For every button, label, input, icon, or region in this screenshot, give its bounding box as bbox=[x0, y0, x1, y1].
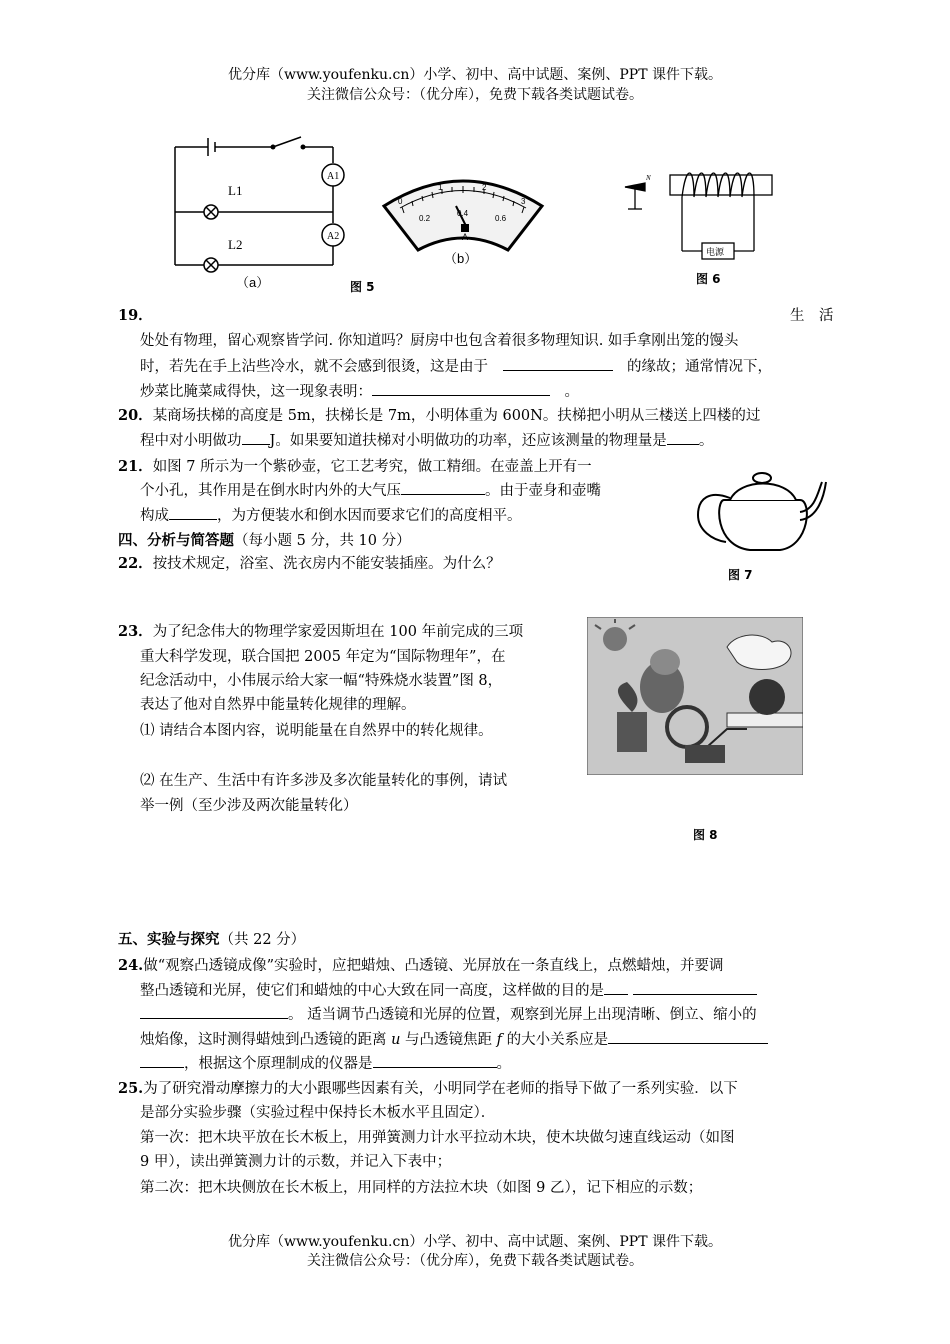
q21-blank1[interactable] bbox=[401, 480, 485, 495]
q24-line1: 24.做“观察凸透镜成像”实验时，应把蜡烛、凸透镜、光屏放在一条直线上，点燃蜡烛，并要调 bbox=[118, 957, 724, 974]
q24-blank2a[interactable] bbox=[608, 1029, 768, 1044]
dial-bottom-1: 0.2 bbox=[419, 214, 431, 223]
q21-line1: 21．如图 7 所示为一个紫砂壶，它工艺考究，做工精细。在壶盖上开有一 bbox=[118, 458, 592, 475]
q23-line4: 表达了他对自然界中能量转化规律的理解。 bbox=[140, 697, 416, 713]
q19-line1: 处处有物理，留心观察皆学问. 你知道吗？厨房中也包含着很多物理知识. 如手拿刚出笼的馒头 bbox=[140, 333, 739, 349]
fig5a-label: （a） bbox=[236, 275, 270, 290]
a2-label: A2 bbox=[327, 231, 340, 242]
page-header-line2: 关注微信公众号：（优分库），免费下载各类试题试卷。 bbox=[307, 87, 643, 103]
plant-pot-icon bbox=[617, 712, 647, 752]
q25-line3: 第一次：把木块平放在长木板上，用弹簧测力计水平拉动木块，使木块做匀速直线运动（如图 bbox=[140, 1130, 735, 1146]
q20-line2: 程中对小明做功 J。如果要知道扶梯对小明做功的功率，还应该测量的物理量是 。 bbox=[140, 430, 713, 452]
q24-line5: ，根据这个原理制成的仪器是 。 bbox=[140, 1053, 511, 1075]
q23-line3: 纪念活动中，小伟展示给大家一幅“特殊烧水装置”图 8， bbox=[140, 673, 503, 689]
q24-line3: 。 适当调节凸透镜和光屏的位置，观察到光屏上出现清晰、倒立、缩小的 bbox=[140, 1004, 757, 1026]
power-label: 电源 bbox=[706, 248, 725, 258]
q25-line1: 25.为了研究滑动摩擦力的大小跟哪些因素有关，小明同学在老师的指导下做了一系列实验．以下 bbox=[118, 1080, 738, 1097]
q25-line2: 是部分实验步骤（实验过程中保持长木板水平且固定）． bbox=[140, 1105, 496, 1121]
q21-line3: 构成 ，为方便装水和倒水因而要求它们的高度相平。 bbox=[140, 505, 522, 527]
section4-heading: 四、分析与简答题（每小题 5 分，共 10 分） bbox=[118, 532, 411, 549]
ammeter-dial-figure bbox=[378, 168, 548, 266]
q20-blank1[interactable] bbox=[242, 430, 270, 445]
q24-blank3[interactable] bbox=[373, 1053, 497, 1068]
q24-line4: 烛焰像，这时测得蜡烛到凸透镜的距离 u 与凸透镜焦距 f 的大小关系应是 bbox=[140, 1029, 768, 1051]
q24-blank1b[interactable] bbox=[633, 980, 757, 995]
page-header-line1: 优分库（www.youfenku.cn）小学、初中、高中试题、案例、PPT 课件下载。 bbox=[227, 67, 722, 83]
q21-blank2[interactable] bbox=[169, 505, 217, 520]
cartoon-figure bbox=[587, 617, 803, 775]
q23-line1: 23．为了纪念伟大的物理学家爱因斯坦在 100 年前完成的三项 bbox=[118, 623, 524, 640]
q24-blank1a[interactable] bbox=[604, 980, 628, 995]
dial-bottom-2: 0.4 bbox=[457, 209, 469, 218]
q19-tail: 生 活 bbox=[790, 308, 834, 324]
figure6-caption: 图 6 bbox=[696, 272, 721, 286]
dial-top-1: 1 bbox=[438, 183, 443, 192]
q20-line1: 20．某商场扶梯的高度是 5m，扶梯长是 7m，小明体重为 600N。扶梯把小明从三楼送上四楼的过 bbox=[118, 407, 761, 424]
q19-number: 19． bbox=[118, 307, 153, 324]
l1-label: L1 bbox=[228, 183, 243, 198]
a1-label: A1 bbox=[327, 171, 340, 182]
q24-blank1c[interactable] bbox=[140, 1004, 288, 1019]
q24-blank2b[interactable] bbox=[140, 1053, 184, 1068]
circuit-diagram-figure bbox=[168, 135, 353, 290]
q19-line3: 炒菜比腌菜咸得快，这一现象表明： 。 bbox=[140, 381, 579, 403]
dial-top-2: 2 bbox=[482, 183, 487, 192]
q23-part1: ⑴ 请结合本图内容，说明能量在自然界中的转化规律。 bbox=[140, 723, 493, 739]
figure7-caption: 图 7 bbox=[728, 568, 753, 582]
q19-blank2[interactable] bbox=[372, 381, 550, 396]
q23-line2: 重大科学发现，联合国把 2005 年定为“国际物理年”，在 bbox=[140, 649, 506, 665]
electromagnet-figure bbox=[620, 165, 795, 265]
sun-icon bbox=[603, 627, 627, 651]
figure5-caption: 图 5 bbox=[350, 280, 375, 294]
q24-line2: 整凸透镜和光屏，使它们和蜡烛的中心大致在同一高度，这样做的目的是 bbox=[140, 980, 757, 1002]
l2-label: L2 bbox=[228, 237, 243, 252]
q22-line: 22．按技术规定，浴室、洗衣房内不能安装插座。为什么？ bbox=[118, 555, 501, 572]
dial-unit: A bbox=[462, 232, 469, 242]
q23-part2-line2: 举一例（至少涉及两次能量转化） bbox=[140, 798, 358, 814]
fig5b-label: （b） bbox=[444, 251, 478, 266]
dial-bottom-3: 0.6 bbox=[495, 214, 507, 223]
dial-top-3: 3 bbox=[521, 197, 526, 206]
page-footer-line2: 关注微信公众号：（优分库），免费下载各类试题试卷。 bbox=[307, 1253, 643, 1269]
section5-heading: 五、实验与探究（共 22 分） bbox=[118, 931, 306, 948]
q19-line2: 时，若先在手上沾些冷水，就不会感到很烫，这是由于 的缘故；通常情况下， bbox=[140, 356, 772, 378]
q25-line4: 9 甲），读出弹簧测力计的示数，并记入下表中； bbox=[140, 1154, 452, 1170]
figure8-caption: 图 8 bbox=[693, 828, 718, 842]
q20-blank2[interactable] bbox=[667, 430, 699, 445]
dial-top-0: 0 bbox=[398, 197, 403, 206]
kettle-icon bbox=[749, 679, 785, 715]
q21-line2: 个小孔，其作用是在倒水时内外的大气压 。由于壶身和壶嘴 bbox=[140, 480, 601, 502]
north-label: N bbox=[646, 174, 651, 182]
teapot-figure bbox=[690, 460, 830, 560]
q25-line5: 第二次：把木块侧放在长木板上，用同样的方法拉木块（如图 9 乙），记下相应的示数； bbox=[140, 1180, 703, 1196]
page-footer-line1: 优分库（www.youfenku.cn）小学、初中、高中试题、案例、PPT 课件下载。 bbox=[227, 1234, 722, 1250]
q19-blank1[interactable] bbox=[503, 356, 613, 371]
q23-part2-line1: ⑵ 在生产、生活中有许多涉及多次能量转化的事例，请试 bbox=[140, 773, 508, 789]
